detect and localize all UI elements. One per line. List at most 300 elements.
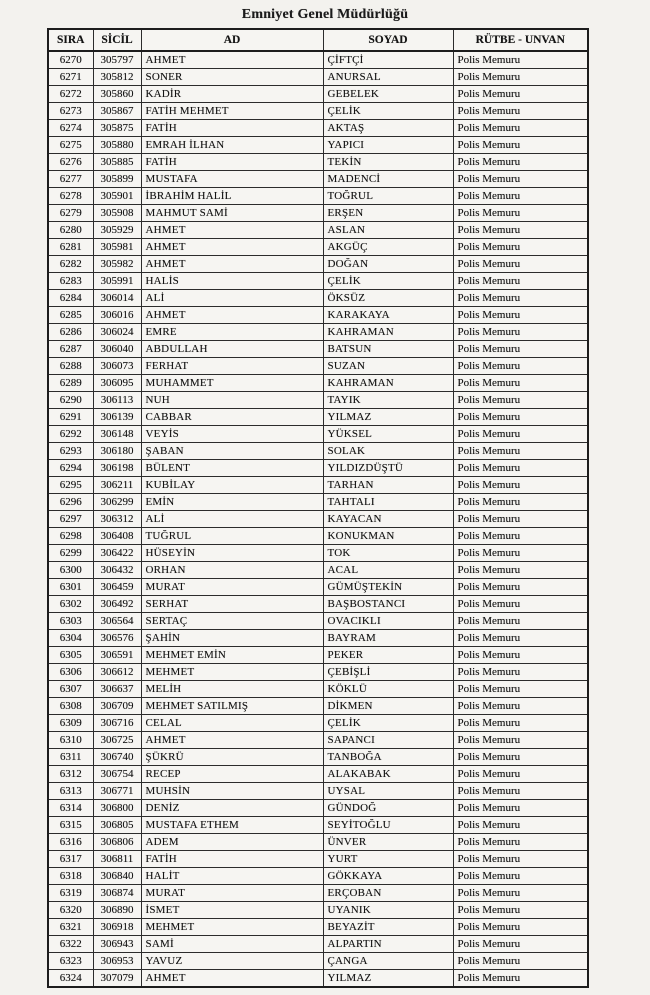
cell-sicil: 306874 bbox=[93, 885, 141, 902]
cell-sira: 6312 bbox=[48, 766, 93, 783]
cell-rutbe-unvan: Polis Memuru bbox=[453, 511, 588, 528]
cell-rutbe-unvan: Polis Memuru bbox=[453, 375, 588, 392]
table-row bbox=[48, 120, 588, 137]
cell-ad: HÜSEYİN bbox=[141, 545, 323, 562]
cell-ad: MUHAMMET bbox=[141, 375, 323, 392]
cell-soyad: ÇELİK bbox=[323, 273, 453, 290]
table-row bbox=[48, 664, 588, 681]
cell-ad: CELAL bbox=[141, 715, 323, 732]
cell-sira: 6294 bbox=[48, 460, 93, 477]
cell-soyad: KONUKMAN bbox=[323, 528, 453, 545]
table-row bbox=[48, 970, 588, 988]
cell-ad: KADİR bbox=[141, 86, 323, 103]
cell-sicil: 307079 bbox=[93, 970, 141, 988]
table-row bbox=[48, 613, 588, 630]
cell-sira: 6274 bbox=[48, 120, 93, 137]
cell-sira: 6271 bbox=[48, 69, 93, 86]
cell-soyad: UYANIK bbox=[323, 902, 453, 919]
cell-sicil: 306148 bbox=[93, 426, 141, 443]
column-header-rutbe-unvan: RÜTBE - UNVAN bbox=[453, 29, 588, 51]
cell-sicil: 306024 bbox=[93, 324, 141, 341]
column-header-sira: SIRA bbox=[48, 29, 93, 51]
cell-sira: 6322 bbox=[48, 936, 93, 953]
cell-rutbe-unvan: Polis Memuru bbox=[453, 188, 588, 205]
cell-ad: AHMET bbox=[141, 51, 323, 69]
cell-sicil: 306459 bbox=[93, 579, 141, 596]
table-row bbox=[48, 426, 588, 443]
cell-rutbe-unvan: Polis Memuru bbox=[453, 51, 588, 69]
cell-ad: MUHSİN bbox=[141, 783, 323, 800]
cell-sicil: 305899 bbox=[93, 171, 141, 188]
column-header-soyad: SOYAD bbox=[323, 29, 453, 51]
cell-sira: 6286 bbox=[48, 324, 93, 341]
cell-ad: MEHMET EMİN bbox=[141, 647, 323, 664]
cell-ad: AHMET bbox=[141, 239, 323, 256]
cell-rutbe-unvan: Polis Memuru bbox=[453, 579, 588, 596]
cell-soyad: TOK bbox=[323, 545, 453, 562]
cell-soyad: YILMAZ bbox=[323, 970, 453, 988]
cell-ad: İSMET bbox=[141, 902, 323, 919]
cell-sicil: 306576 bbox=[93, 630, 141, 647]
cell-sicil: 306800 bbox=[93, 800, 141, 817]
cell-ad: ORHAN bbox=[141, 562, 323, 579]
cell-rutbe-unvan: Polis Memuru bbox=[453, 154, 588, 171]
table-row bbox=[48, 205, 588, 222]
cell-rutbe-unvan: Polis Memuru bbox=[453, 800, 588, 817]
cell-ad: FATİH bbox=[141, 154, 323, 171]
cell-rutbe-unvan: Polis Memuru bbox=[453, 256, 588, 273]
cell-sira: 6280 bbox=[48, 222, 93, 239]
table-row bbox=[48, 681, 588, 698]
cell-soyad: TARHAN bbox=[323, 477, 453, 494]
cell-sicil: 306709 bbox=[93, 698, 141, 715]
cell-ad: FATİH bbox=[141, 120, 323, 137]
table-body bbox=[48, 51, 588, 987]
cell-sira: 6296 bbox=[48, 494, 93, 511]
cell-soyad: AKTAŞ bbox=[323, 120, 453, 137]
cell-sira: 6299 bbox=[48, 545, 93, 562]
cell-ad: MELİH bbox=[141, 681, 323, 698]
cell-sicil: 306299 bbox=[93, 494, 141, 511]
cell-rutbe-unvan: Polis Memuru bbox=[453, 324, 588, 341]
table-row bbox=[48, 562, 588, 579]
cell-ad: SAMİ bbox=[141, 936, 323, 953]
table-row bbox=[48, 154, 588, 171]
cell-sira: 6273 bbox=[48, 103, 93, 120]
cell-soyad: GEBELEK bbox=[323, 86, 453, 103]
cell-sira: 6319 bbox=[48, 885, 93, 902]
cell-sira: 6287 bbox=[48, 341, 93, 358]
cell-sicil: 306771 bbox=[93, 783, 141, 800]
cell-sira: 6304 bbox=[48, 630, 93, 647]
cell-rutbe-unvan: Polis Memuru bbox=[453, 307, 588, 324]
table-row bbox=[48, 698, 588, 715]
cell-soyad: ERŞEN bbox=[323, 205, 453, 222]
cell-soyad: KAYACAN bbox=[323, 511, 453, 528]
cell-rutbe-unvan: Polis Memuru bbox=[453, 715, 588, 732]
cell-sicil: 306754 bbox=[93, 766, 141, 783]
cell-sira: 6288 bbox=[48, 358, 93, 375]
cell-sicil: 306422 bbox=[93, 545, 141, 562]
table-row bbox=[48, 341, 588, 358]
cell-sira: 6309 bbox=[48, 715, 93, 732]
cell-sicil: 306637 bbox=[93, 681, 141, 698]
table-row bbox=[48, 375, 588, 392]
cell-rutbe-unvan: Polis Memuru bbox=[453, 613, 588, 630]
cell-sicil: 306113 bbox=[93, 392, 141, 409]
cell-sira: 6300 bbox=[48, 562, 93, 579]
table-row bbox=[48, 851, 588, 868]
cell-rutbe-unvan: Polis Memuru bbox=[453, 630, 588, 647]
cell-soyad: AKGÜÇ bbox=[323, 239, 453, 256]
cell-soyad: SUZAN bbox=[323, 358, 453, 375]
cell-soyad: UYSAL bbox=[323, 783, 453, 800]
cell-rutbe-unvan: Polis Memuru bbox=[453, 69, 588, 86]
table-row bbox=[48, 834, 588, 851]
cell-sira: 6283 bbox=[48, 273, 93, 290]
table-row bbox=[48, 885, 588, 902]
cell-ad: SERTAÇ bbox=[141, 613, 323, 630]
cell-sira: 6308 bbox=[48, 698, 93, 715]
header-row bbox=[48, 29, 588, 51]
table-row bbox=[48, 630, 588, 647]
cell-ad: FERHAT bbox=[141, 358, 323, 375]
cell-sira: 6270 bbox=[48, 51, 93, 69]
cell-ad: EMRAH İLHAN bbox=[141, 137, 323, 154]
column-header-ad: AD bbox=[141, 29, 323, 51]
cell-sicil: 305908 bbox=[93, 205, 141, 222]
cell-sicil: 306040 bbox=[93, 341, 141, 358]
cell-ad: SERHAT bbox=[141, 596, 323, 613]
cell-ad: İBRAHİM HALİL bbox=[141, 188, 323, 205]
cell-sira: 6285 bbox=[48, 307, 93, 324]
cell-soyad: YAPICI bbox=[323, 137, 453, 154]
cell-ad: TUĞRUL bbox=[141, 528, 323, 545]
cell-soyad: BEYAZİT bbox=[323, 919, 453, 936]
cell-sicil: 305880 bbox=[93, 137, 141, 154]
cell-rutbe-unvan: Polis Memuru bbox=[453, 86, 588, 103]
cell-soyad: KAHRAMAN bbox=[323, 324, 453, 341]
table-row bbox=[48, 171, 588, 188]
cell-sira: 6315 bbox=[48, 817, 93, 834]
cell-sicil: 306564 bbox=[93, 613, 141, 630]
table-row bbox=[48, 817, 588, 834]
table-row bbox=[48, 647, 588, 664]
cell-soyad: KARAKAYA bbox=[323, 307, 453, 324]
cell-sicil: 305929 bbox=[93, 222, 141, 239]
cell-sicil: 305875 bbox=[93, 120, 141, 137]
cell-sicil: 306840 bbox=[93, 868, 141, 885]
cell-ad: ŞAHİN bbox=[141, 630, 323, 647]
cell-ad: AHMET bbox=[141, 732, 323, 749]
cell-sira: 6279 bbox=[48, 205, 93, 222]
cell-rutbe-unvan: Polis Memuru bbox=[453, 851, 588, 868]
cell-sira: 6317 bbox=[48, 851, 93, 868]
cell-soyad: TAYIK bbox=[323, 392, 453, 409]
cell-ad: ŞABAN bbox=[141, 443, 323, 460]
table-row bbox=[48, 188, 588, 205]
table-row bbox=[48, 477, 588, 494]
table-row bbox=[48, 494, 588, 511]
cell-sicil: 305885 bbox=[93, 154, 141, 171]
cell-soyad: ÜNVER bbox=[323, 834, 453, 851]
cell-ad: NUH bbox=[141, 392, 323, 409]
cell-sira: 6275 bbox=[48, 137, 93, 154]
cell-rutbe-unvan: Polis Memuru bbox=[453, 290, 588, 307]
cell-rutbe-unvan: Polis Memuru bbox=[453, 766, 588, 783]
cell-soyad: TAHTALI bbox=[323, 494, 453, 511]
cell-sira: 6277 bbox=[48, 171, 93, 188]
cell-rutbe-unvan: Polis Memuru bbox=[453, 562, 588, 579]
cell-sicil: 306918 bbox=[93, 919, 141, 936]
cell-rutbe-unvan: Polis Memuru bbox=[453, 681, 588, 698]
cell-sicil: 305901 bbox=[93, 188, 141, 205]
cell-soyad: OVACIKLI bbox=[323, 613, 453, 630]
table-row bbox=[48, 69, 588, 86]
cell-sira: 6310 bbox=[48, 732, 93, 749]
table-row bbox=[48, 137, 588, 154]
table-row bbox=[48, 86, 588, 103]
cell-rutbe-unvan: Polis Memuru bbox=[453, 698, 588, 715]
cell-sira: 6316 bbox=[48, 834, 93, 851]
cell-sira: 6321 bbox=[48, 919, 93, 936]
column-header-sicil: SİCİL bbox=[93, 29, 141, 51]
cell-rutbe-unvan: Polis Memuru bbox=[453, 596, 588, 613]
cell-soyad: ASLAN bbox=[323, 222, 453, 239]
cell-sira: 6290 bbox=[48, 392, 93, 409]
cell-soyad: GÜMÜŞTEKİN bbox=[323, 579, 453, 596]
cell-soyad: TEKİN bbox=[323, 154, 453, 171]
cell-sira: 6306 bbox=[48, 664, 93, 681]
cell-sicil: 306612 bbox=[93, 664, 141, 681]
cell-sira: 6295 bbox=[48, 477, 93, 494]
cell-rutbe-unvan: Polis Memuru bbox=[453, 477, 588, 494]
cell-ad: HALİS bbox=[141, 273, 323, 290]
cell-sira: 6278 bbox=[48, 188, 93, 205]
cell-sicil: 305991 bbox=[93, 273, 141, 290]
cell-soyad: SOLAK bbox=[323, 443, 453, 460]
cell-rutbe-unvan: Polis Memuru bbox=[453, 222, 588, 239]
cell-sicil: 305981 bbox=[93, 239, 141, 256]
cell-sicil: 306211 bbox=[93, 477, 141, 494]
cell-soyad: BAYRAM bbox=[323, 630, 453, 647]
cell-sira: 6302 bbox=[48, 596, 93, 613]
cell-sicil: 305982 bbox=[93, 256, 141, 273]
cell-ad: FATİH bbox=[141, 851, 323, 868]
table-row bbox=[48, 902, 588, 919]
cell-soyad: ANURSAL bbox=[323, 69, 453, 86]
table-row bbox=[48, 528, 588, 545]
table-row bbox=[48, 783, 588, 800]
cell-sicil: 306492 bbox=[93, 596, 141, 613]
cell-rutbe-unvan: Polis Memuru bbox=[453, 919, 588, 936]
cell-rutbe-unvan: Polis Memuru bbox=[453, 732, 588, 749]
cell-soyad: ÖKSÜZ bbox=[323, 290, 453, 307]
cell-rutbe-unvan: Polis Memuru bbox=[453, 868, 588, 885]
cell-ad: AHMET bbox=[141, 222, 323, 239]
table-row bbox=[48, 749, 588, 766]
cell-rutbe-unvan: Polis Memuru bbox=[453, 239, 588, 256]
cell-sira: 6289 bbox=[48, 375, 93, 392]
cell-sira: 6282 bbox=[48, 256, 93, 273]
cell-sira: 6323 bbox=[48, 953, 93, 970]
cell-rutbe-unvan: Polis Memuru bbox=[453, 273, 588, 290]
cell-soyad: ALAKABAK bbox=[323, 766, 453, 783]
cell-rutbe-unvan: Polis Memuru bbox=[453, 137, 588, 154]
table-row bbox=[48, 51, 588, 69]
cell-ad: ALİ bbox=[141, 511, 323, 528]
table-row bbox=[48, 868, 588, 885]
cell-sicil: 306805 bbox=[93, 817, 141, 834]
cell-ad: RECEP bbox=[141, 766, 323, 783]
table-row bbox=[48, 545, 588, 562]
personnel-table bbox=[47, 28, 589, 988]
table-row bbox=[48, 936, 588, 953]
cell-soyad: YÜKSEL bbox=[323, 426, 453, 443]
cell-soyad: ÇELİK bbox=[323, 715, 453, 732]
cell-soyad: TANBOĞA bbox=[323, 749, 453, 766]
cell-sira: 6284 bbox=[48, 290, 93, 307]
cell-ad: CABBAR bbox=[141, 409, 323, 426]
cell-rutbe-unvan: Polis Memuru bbox=[453, 528, 588, 545]
cell-ad: ABDULLAH bbox=[141, 341, 323, 358]
cell-rutbe-unvan: Polis Memuru bbox=[453, 953, 588, 970]
cell-sira: 6303 bbox=[48, 613, 93, 630]
cell-ad: MAHMUT SAMİ bbox=[141, 205, 323, 222]
cell-ad: MURAT bbox=[141, 579, 323, 596]
cell-ad: MUSTAFA ETHEM bbox=[141, 817, 323, 834]
cell-soyad: DOĞAN bbox=[323, 256, 453, 273]
table-row bbox=[48, 596, 588, 613]
cell-sicil: 306073 bbox=[93, 358, 141, 375]
cell-sicil: 306312 bbox=[93, 511, 141, 528]
cell-soyad: KAHRAMAN bbox=[323, 375, 453, 392]
cell-soyad: PEKER bbox=[323, 647, 453, 664]
table-row bbox=[48, 579, 588, 596]
table-header bbox=[48, 29, 588, 51]
cell-soyad: BATSUN bbox=[323, 341, 453, 358]
cell-ad: FATİH MEHMET bbox=[141, 103, 323, 120]
cell-sira: 6297 bbox=[48, 511, 93, 528]
cell-sira: 6293 bbox=[48, 443, 93, 460]
cell-rutbe-unvan: Polis Memuru bbox=[453, 460, 588, 477]
cell-rutbe-unvan: Polis Memuru bbox=[453, 817, 588, 834]
cell-rutbe-unvan: Polis Memuru bbox=[453, 664, 588, 681]
cell-sicil: 306180 bbox=[93, 443, 141, 460]
cell-soyad: ÇELİK bbox=[323, 103, 453, 120]
cell-soyad: ÇANGA bbox=[323, 953, 453, 970]
cell-ad: EMİN bbox=[141, 494, 323, 511]
cell-soyad: SAPANCI bbox=[323, 732, 453, 749]
cell-ad: DENİZ bbox=[141, 800, 323, 817]
cell-soyad: TOĞRUL bbox=[323, 188, 453, 205]
cell-soyad: ERÇOBAN bbox=[323, 885, 453, 902]
cell-ad: ALİ bbox=[141, 290, 323, 307]
table-row bbox=[48, 103, 588, 120]
cell-ad: MEHMET SATILMIŞ bbox=[141, 698, 323, 715]
cell-sira: 6305 bbox=[48, 647, 93, 664]
cell-soyad: ALPARTIN bbox=[323, 936, 453, 953]
cell-rutbe-unvan: Polis Memuru bbox=[453, 426, 588, 443]
cell-rutbe-unvan: Polis Memuru bbox=[453, 341, 588, 358]
cell-sicil: 305812 bbox=[93, 69, 141, 86]
cell-sira: 6320 bbox=[48, 902, 93, 919]
cell-sira: 6313 bbox=[48, 783, 93, 800]
cell-ad: ŞÜKRÜ bbox=[141, 749, 323, 766]
cell-sicil: 306591 bbox=[93, 647, 141, 664]
table-row bbox=[48, 290, 588, 307]
table-row bbox=[48, 256, 588, 273]
table-row bbox=[48, 358, 588, 375]
table-row bbox=[48, 732, 588, 749]
cell-ad: YAVUZ bbox=[141, 953, 323, 970]
cell-rutbe-unvan: Polis Memuru bbox=[453, 494, 588, 511]
table-row bbox=[48, 715, 588, 732]
cell-rutbe-unvan: Polis Memuru bbox=[453, 205, 588, 222]
cell-rutbe-unvan: Polis Memuru bbox=[453, 970, 588, 988]
cell-ad: MEHMET bbox=[141, 664, 323, 681]
cell-sicil: 306806 bbox=[93, 834, 141, 851]
cell-sira: 6324 bbox=[48, 970, 93, 988]
table-row bbox=[48, 239, 588, 256]
cell-sira: 6301 bbox=[48, 579, 93, 596]
table-row bbox=[48, 953, 588, 970]
cell-soyad: MADENCİ bbox=[323, 171, 453, 188]
cell-ad: AHMET bbox=[141, 970, 323, 988]
cell-sira: 6281 bbox=[48, 239, 93, 256]
cell-sicil: 306198 bbox=[93, 460, 141, 477]
cell-sicil: 306408 bbox=[93, 528, 141, 545]
cell-sicil: 306740 bbox=[93, 749, 141, 766]
cell-ad: HALİT bbox=[141, 868, 323, 885]
cell-rutbe-unvan: Polis Memuru bbox=[453, 171, 588, 188]
cell-sicil: 306432 bbox=[93, 562, 141, 579]
cell-sicil: 306095 bbox=[93, 375, 141, 392]
table-row bbox=[48, 443, 588, 460]
cell-sicil: 306139 bbox=[93, 409, 141, 426]
cell-sicil: 306811 bbox=[93, 851, 141, 868]
cell-sira: 6291 bbox=[48, 409, 93, 426]
cell-sicil: 306943 bbox=[93, 936, 141, 953]
cell-ad: SONER bbox=[141, 69, 323, 86]
cell-rutbe-unvan: Polis Memuru bbox=[453, 443, 588, 460]
cell-rutbe-unvan: Polis Memuru bbox=[453, 409, 588, 426]
table-row bbox=[48, 409, 588, 426]
cell-soyad: GÜNDOĞ bbox=[323, 800, 453, 817]
cell-ad: EMRE bbox=[141, 324, 323, 341]
cell-soyad: YILDIZDÜŞTÜ bbox=[323, 460, 453, 477]
cell-sira: 6311 bbox=[48, 749, 93, 766]
cell-ad: AHMET bbox=[141, 307, 323, 324]
table-row bbox=[48, 307, 588, 324]
cell-ad: VEYİS bbox=[141, 426, 323, 443]
cell-ad: BÜLENT bbox=[141, 460, 323, 477]
cell-rutbe-unvan: Polis Memuru bbox=[453, 647, 588, 664]
cell-soyad: SEYİTOĞLU bbox=[323, 817, 453, 834]
cell-sira: 6298 bbox=[48, 528, 93, 545]
page-title: Emniyet Genel Müdürlüğü bbox=[241, 7, 409, 22]
cell-soyad: ÇEBİŞLİ bbox=[323, 664, 453, 681]
table-row bbox=[48, 766, 588, 783]
cell-soyad: YILMAZ bbox=[323, 409, 453, 426]
cell-ad: MURAT bbox=[141, 885, 323, 902]
table-row bbox=[48, 511, 588, 528]
table-row bbox=[48, 273, 588, 290]
cell-soyad: GÖKKAYA bbox=[323, 868, 453, 885]
cell-rutbe-unvan: Polis Memuru bbox=[453, 936, 588, 953]
cell-sicil: 306953 bbox=[93, 953, 141, 970]
cell-sira: 6276 bbox=[48, 154, 93, 171]
